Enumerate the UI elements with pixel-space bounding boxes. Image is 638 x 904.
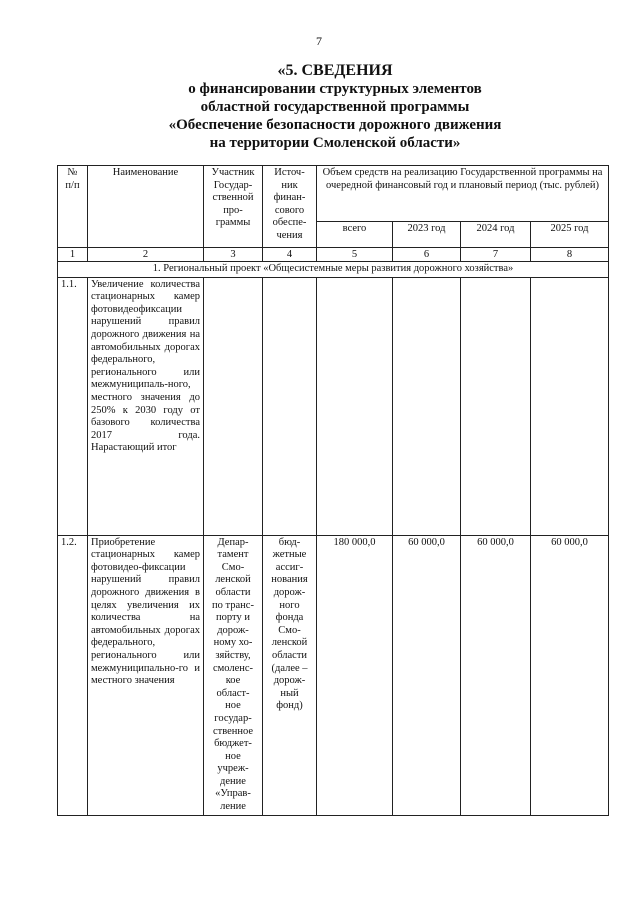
heading-line-2: о финансировании структурных элементов	[188, 81, 482, 97]
row-number: 1.2.	[58, 535, 88, 815]
financing-table	[57, 165, 609, 816]
row-source: бюд- жетные ассиг- нования дорож- ного фонда Смо- ленской области (далее – дорож- ный фонд)	[263, 535, 317, 815]
heading-line-1: «5. СВЕДЕНИЯ	[277, 62, 393, 79]
row-2024	[461, 277, 531, 535]
header-col-participant: Участник Государ- ственной про- граммы	[204, 166, 263, 248]
header-col-name: Наименование	[88, 166, 204, 248]
column-number: 4	[263, 248, 317, 262]
row-name: Приобретение стационарных камер фотовидео-фиксации нарушений правил дорожного движения в целях увеличения их количества на автомобильных дорогах федерального, регионального или межмуниципально-го и местного значения	[88, 535, 204, 815]
column-numbers-row	[58, 248, 609, 262]
header-col-total: всего	[317, 222, 393, 248]
header-row-1	[58, 166, 609, 222]
heading-line-3: областной государственной программы	[200, 99, 470, 115]
row-total: 180 000,0	[317, 535, 393, 815]
header-col-volume-group: Объем средств на реализацию Государственной программы на очередной финансовый год и плановый период (тыс. рублей)	[317, 166, 609, 222]
header-col-num: № п/п	[58, 166, 88, 248]
heading-line-4: «Обеспечение безопасности дорожного движения	[168, 117, 502, 133]
section-title: 1. Региональный проект «Общесистемные меры развития дорожного хозяйства»	[58, 262, 609, 278]
header-col-2023: 2023 год	[393, 222, 461, 248]
row-participant	[204, 277, 263, 535]
document-heading	[100, 62, 570, 152]
row-source	[263, 277, 317, 535]
header-col-source: Источ- ник финан- сового обеспе- чения	[263, 166, 317, 248]
row-2024: 60 000,0	[461, 535, 531, 815]
column-number: 2	[88, 248, 204, 262]
table-row	[58, 535, 609, 815]
heading-line-5: на территории Смоленской области»	[209, 135, 461, 151]
row-2025	[531, 277, 609, 535]
column-number: 5	[317, 248, 393, 262]
column-number: 3	[204, 248, 263, 262]
column-number: 7	[461, 248, 531, 262]
row-2023	[393, 277, 461, 535]
row-total	[317, 277, 393, 535]
column-number: 6	[393, 248, 461, 262]
row-number: 1.1.	[58, 277, 88, 535]
section-row	[58, 262, 609, 278]
header-col-2024: 2024 год	[461, 222, 531, 248]
table-row	[58, 277, 609, 535]
row-name: Увеличение количества стационарных камер фотовидеофиксации нарушений правил дорожного движения на автомобильных дорогах федерального, регионального или межмуниципаль-ного, местного значения до 250% к 2030 году от базового количества 2017 года. Нарастающий итог	[88, 277, 204, 535]
page-number: 7	[316, 34, 322, 48]
column-number: 8	[531, 248, 609, 262]
column-number: 1	[58, 248, 88, 262]
row-participant: Депар- тамент Смо- ленской области по транс- порту и дорож- ному хо- зяйству, смоленс- кое област- ное государ- ственное бюджет- ное учреж- дение «Управ- ление	[204, 535, 263, 815]
header-col-2025: 2025 год	[531, 222, 609, 248]
row-2023: 60 000,0	[393, 535, 461, 815]
row-2025: 60 000,0	[531, 535, 609, 815]
